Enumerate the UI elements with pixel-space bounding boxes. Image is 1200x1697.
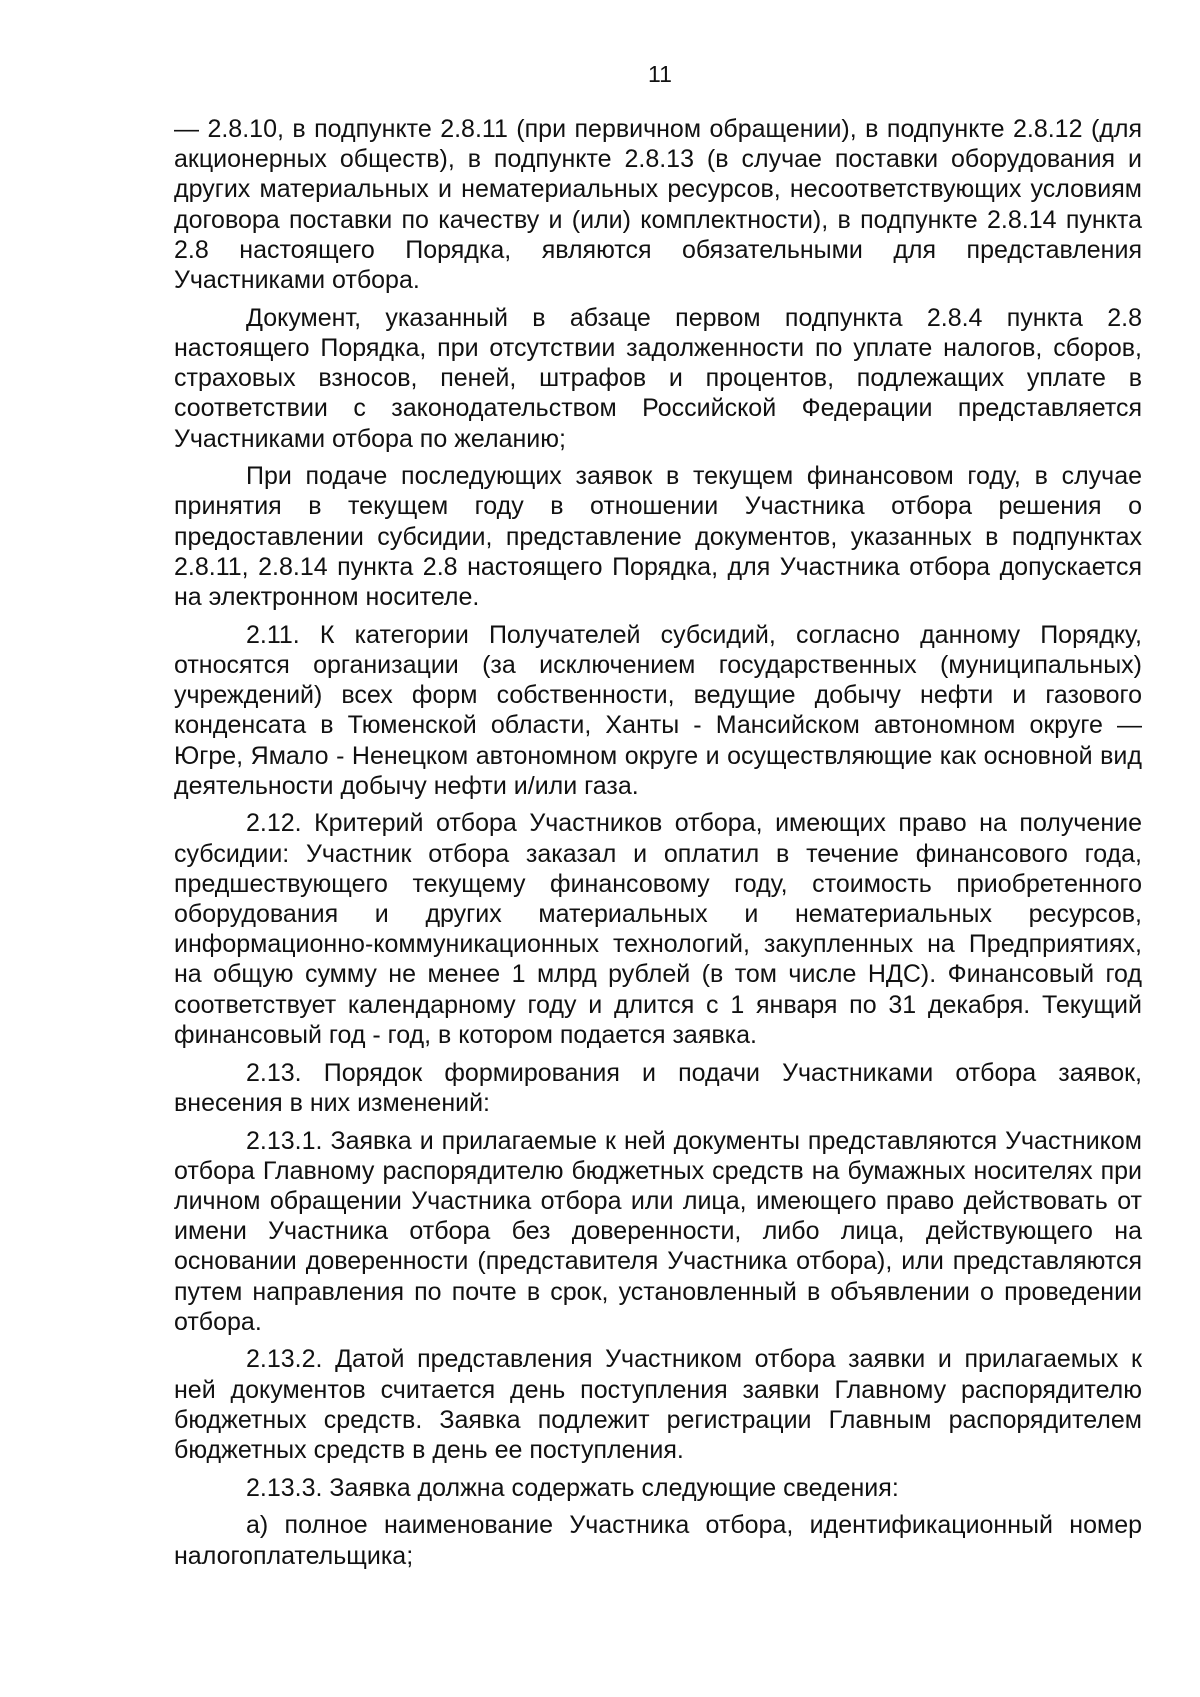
page-number: 11 [648, 61, 672, 87]
paragraph-2-11: 2.11. К категории Получателей субсидий, согласно данному Порядку, относятся организации (за исключением государственных (муниципальных) учреждений) всех форм собственности, ведущие добычу нефти и газового конденсата в Тюменской области, Ханты - Мансийском автономном округе — Югре, Ямало - Ненецком автономном округе и осуществляющие как основной вид деятельности добычу нефти и/или газа. [174, 620, 1142, 800]
document-body [174, 114, 1142, 1578]
paragraph-2-13: 2.13. Порядок формирования и подачи Участниками отбора заявок, внесения в них изменений: [174, 1058, 1142, 1117]
paragraph-2-13-1: 2.13.1. Заявка и прилагаемые к ней документы представляются Участником отбора Главному распорядителю бюджетных средств на бумажных носителях при личном обращении Участника отбора или лица, имеющего право действовать от имени Участника отбора без доверенности, либо лица, действующего на основании доверенности (представителя Участника отбора), или представляются путем направления по почте в срок, установленный в объявлении о проведении отбора. [174, 1126, 1142, 1336]
paragraph-2-8-10-continuation: — 2.8.10, в подпункте 2.8.11 (при первичном обращении), в подпункте 2.8.12 (для акционерных обществ), в подпункте 2.8.13 (в случае поставки оборудования и других материальных и нематериальных ресурсов, несоответствующих условиям договора поставки по качеству и (или) комплектности), в подпункте 2.8.14 пункта 2.8 настоящего Порядка, являются обязательными для представления Участниками отбора. [174, 115, 1142, 295]
paragraph-subsequent-applications: При подаче последующих заявок в текущем финансовом году, в случае принятия в текущем году в отношении Участника отбора решения о предоставлении субсидии, представление документов, указанных в подпунктах 2.8.11, 2.8.14 пункта 2.8 настоящего Порядка, для Участника отбора допускается на электронном носителе. [174, 462, 1142, 612]
paragraph-item-a: а) полное наименование Участника отбора, идентификационный номер налогоплательщика; [174, 1511, 1142, 1570]
paragraph-2-12: 2.12. Критерий отбора Участников отбора, имеющих право на получение субсидии: Участник отбора заказал и оплатил в течение финансового года, предшествующего текущему финансовому году, стоимость приобретенного оборудования и других материальных и нематериальных ресурсов, информационно-коммуникационных технологий, закупленных на Предприятиях, на общую сумму не менее 1 млрд рублей (в том числе НДС). Финансовый год соответствует календарному году и длится с 1 января по 31 декабря. Текущий финансовый год - год, в котором подается заявка. [174, 809, 1142, 1049]
paragraph-document-2-8-4: Документ, указанный в абзаце первом подпункта 2.8.4 пункта 2.8 настоящего Порядка, при отсутствии задолженности по уплате налогов, сборов, страховых взносов, пеней, штрафов и процентов, подлежащих уплате в соответствии с законодательством Российской Федерации представляется Участниками отбора по желанию; [174, 303, 1142, 453]
paragraph-2-13-3: 2.13.3. Заявка должна содержать следующие сведения: [246, 1473, 899, 1502]
paragraph-2-13-2: 2.13.2. Датой представления Участником отбора заявки и прилагаемых к ней документов считается день поступления заявки Главному распорядителю бюджетных средств. Заявка подлежит регистрации Главным распорядителем бюджетных средств в день ее поступления. [174, 1345, 1142, 1465]
